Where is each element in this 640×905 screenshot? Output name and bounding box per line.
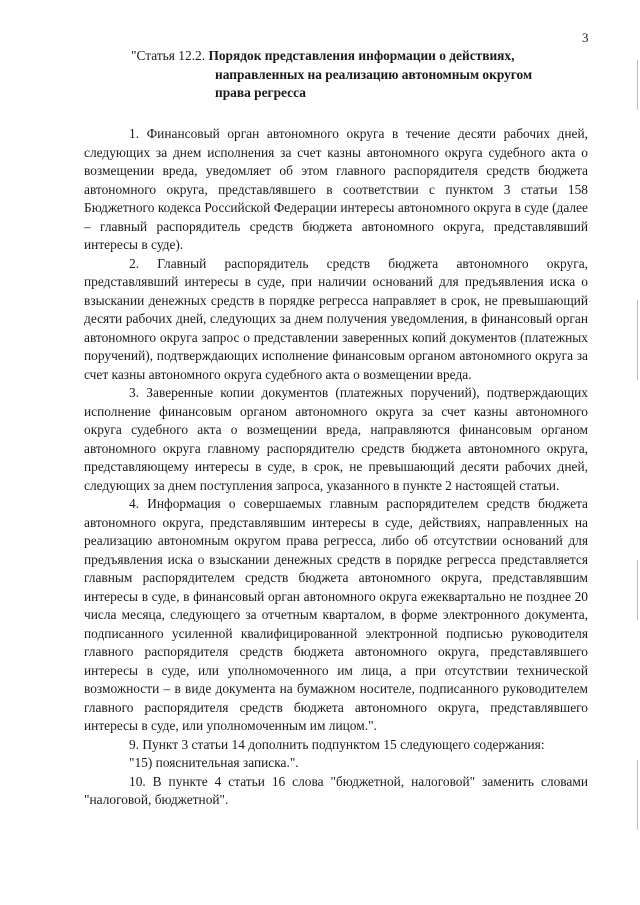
- scan-edge-mark: [637, 560, 638, 620]
- scan-edge-mark: [637, 300, 638, 380]
- document-body: [84, 125, 588, 810]
- scan-edge-mark: [637, 760, 638, 830]
- scan-edge-mark: [637, 60, 638, 110]
- article-title-line-3: права регресса: [215, 85, 306, 100]
- article-title-line-1: Порядок представления информации о действиях,: [208, 48, 515, 63]
- paragraph-1: 1. Финансовый орган автономного округа в течение десяти рабочих дней, следующих за днем исполнения за счет казны автономного округа судебного акта о возмещении вреда, уведомляет об этом главного распорядителя средств бюджета автономного округа, представлявшего в соответствии с пунктом 3 статьи 158 Бюджетного кодекса Российской Федерации интересы автономного округа в суде (далее – главный распорядитель средств бюджета автономного округа, представлявший интересы в суде).: [84, 126, 588, 252]
- page-number: 3: [582, 30, 589, 45]
- paragraph-10: 10. В пункте 4 статьи 16 слова "бюджетной, налоговой" заменить словами "налоговой, бюджетной".: [84, 773, 588, 807]
- paragraph-2: 2. Главный распорядитель средств бюджета автономного округа, представлявший интересы в суде, при наличии оснований для предъявления иска о взыскании денежных средств в порядке регресса направляет в срок, не превышающий десяти рабочих дней, следующих за днем получения уведомления, в финансовый орган автономного округа запрос о представлении заверенных копий документов (платежных поручений), подтверждающих исполнение финансовым органом автономного округа за счет казны автономного округа судебного акта о возмещении вреда.: [84, 255, 588, 382]
- paragraph-9: 9. Пункт 3 статьи 14 дополнить подпунктом 15 следующего содержания:: [129, 736, 545, 752]
- paragraph-4: 4. Информация о совершаемых главным распорядителем средств бюджета автономного округа, представлявшим интересы в суде, действиях, направленных на реализацию автономным округом права регресса, либо об отсутствии оснований для предъявления иска о взыскании денежных средств в порядке регресса представляется главным распорядителем средств бюджета автономного округа, представлявшим интересы в суде, в финансовый орган автономного округа ежеквартально не позднее 20 числа месяца, следующего за отчетным кварталом, в форме электронного документа, подписанного усиленной квалифицированной электронной подписью руководителя главного распорядителя средств бюджета автономного округа, представлявшего интересы в суде, или уполномоченного им лица, а при отсутствии технической возможности – в виде документа на бумажном носителе, подписанного руководителем главного распорядителя средств бюджета автономного округа, представлявшего интересы в суде, или уполномоченным им лицом.".: [84, 496, 588, 733]
- article-prefix: "Статья 12.2.: [131, 48, 209, 63]
- article-title: [131, 47, 601, 103]
- paragraph-3: 3. Заверенные копии документов (платежных поручений), подтверждающих исполнение финансовым органом автономного округа за счет казны автономного округа судебного акта о возмещении вреда, направляются финансовым органом автономного округа главному распорядителю средств бюджета автономного округа, представляющему интересы в суде, в срок, не превышающий десяти рабочих дней, следующих за днем поступления запроса, указанного в пункте 2 настоящей статьи.: [84, 385, 588, 493]
- paragraph-9-quote: "15) пояснительная записка.".: [129, 755, 299, 770]
- article-title-line-2: направленных на реализацию автономным округом: [215, 66, 533, 82]
